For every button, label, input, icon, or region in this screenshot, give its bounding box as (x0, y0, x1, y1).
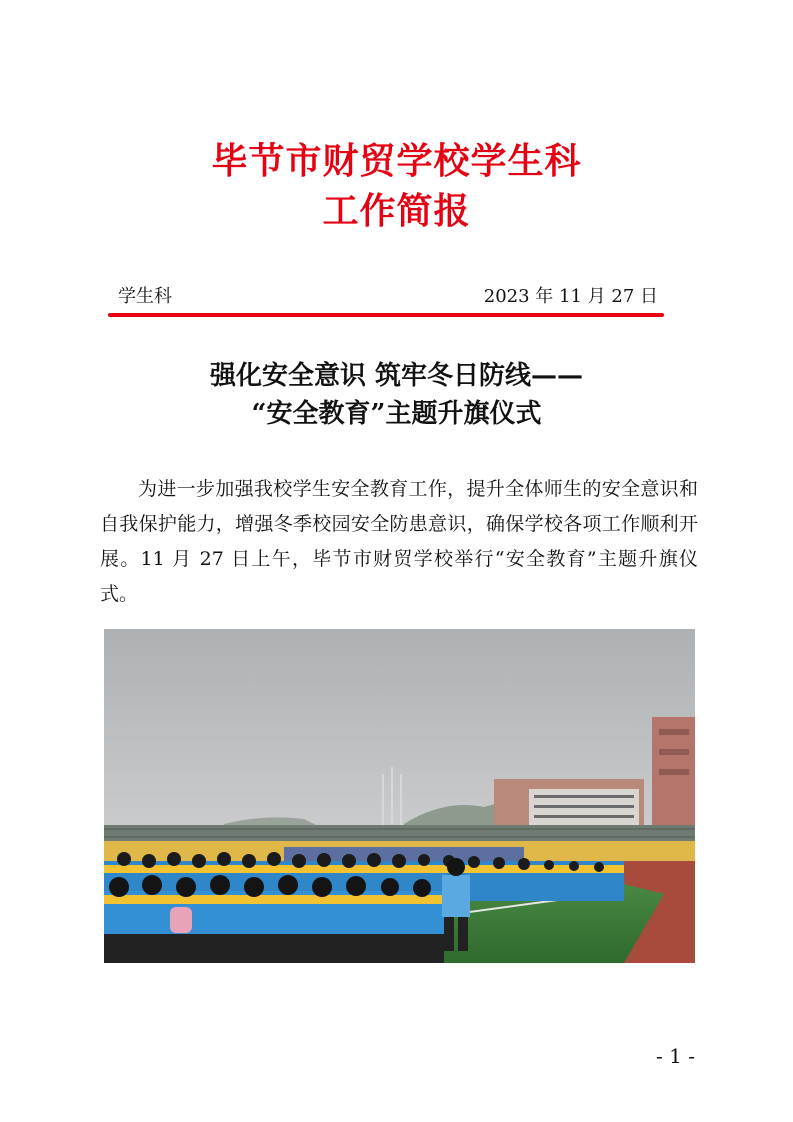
red-divider (108, 313, 664, 317)
flag-ceremony-photo (104, 629, 695, 963)
article-title-line2: “安全教育”主题升旗仪式 (251, 399, 542, 429)
bulletin-title: 毕节市财贸学校学生科 (211, 141, 582, 182)
article-paragraph: 为进一步加强我校学生安全教育工作，提升全体师生的安全意识和自我保护能力，增强冬季校园安全防患意识，确保学校各项工作顺利开展。11 月 27 日上午，毕节市财贸学校举行“安全教育”主题升旗仪式。 (100, 478, 698, 605)
page-number: - 1 - (656, 1044, 695, 1068)
department-label: 学生科 (118, 286, 172, 307)
bulletin-subtitle: 工作简报 (322, 191, 471, 232)
issue-date: 2023 年 11 月 27 日 (483, 286, 658, 307)
article-title-line1: 强化安全意识 筑牢冬日防线—— (209, 361, 584, 391)
